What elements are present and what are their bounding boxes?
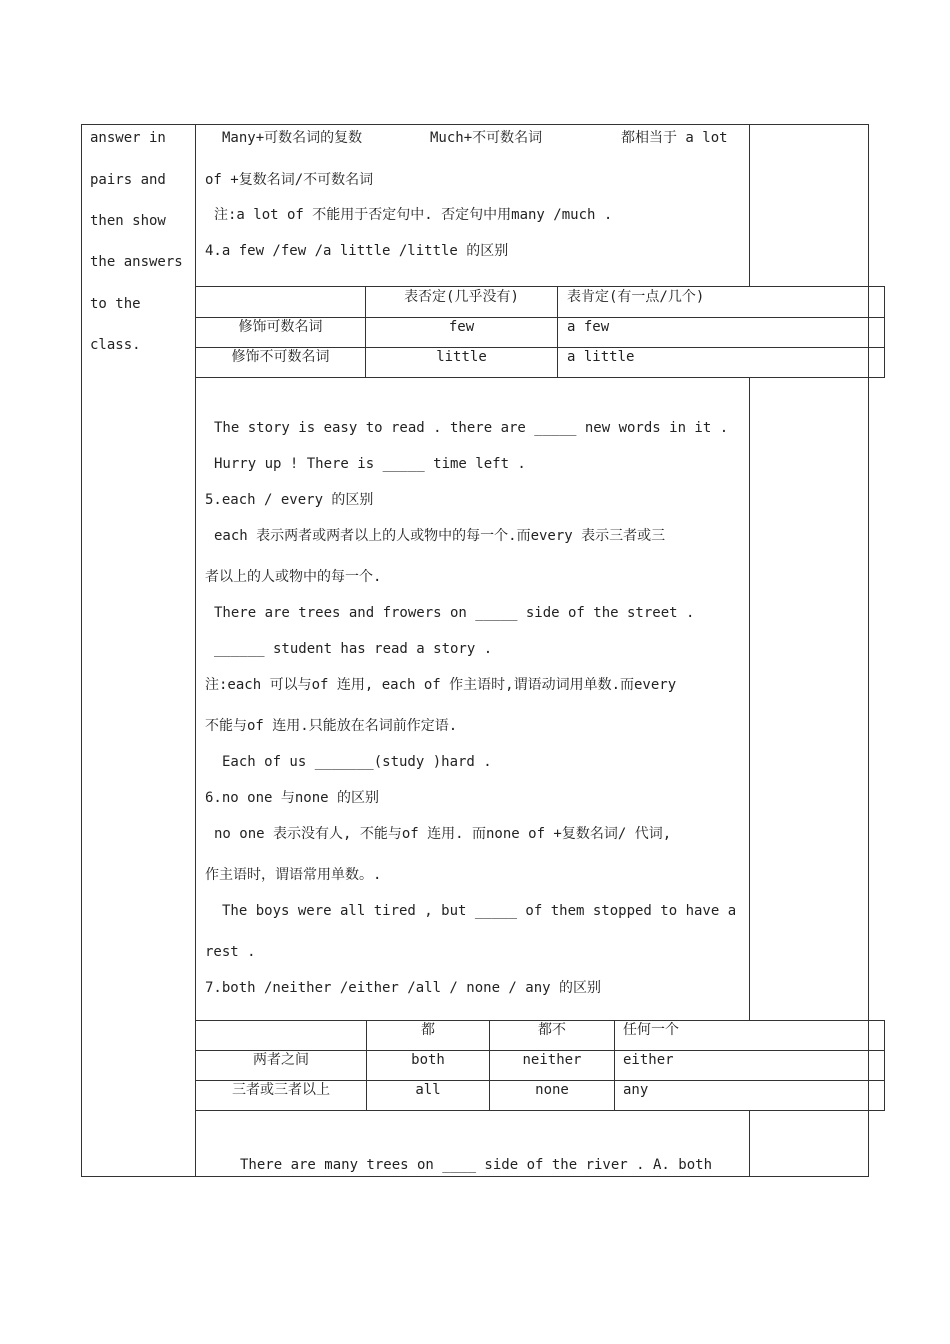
heading-both-neither: 7.both /neither /either /all / none / any 的区别 (205, 980, 602, 996)
exercise-little: Hurry up ! There is _____ time left . (214, 456, 526, 472)
table1-cell: few (448, 319, 475, 335)
column-divider-right-middle (749, 378, 750, 1020)
note-each-of-1: 注:each 可以与of 连用, each of 作主语时,谓语动词用单数.而every (205, 677, 677, 693)
exercise-few: The story is easy to read . there are _____ new words in it . (214, 420, 729, 436)
exercise-none-cont: rest . (205, 944, 256, 960)
table2-border (614, 1020, 615, 1111)
table2-header-cell: 都不 (538, 1022, 566, 1038)
outer-bottom-border (81, 1176, 869, 1177)
table2-cell: either (623, 1052, 674, 1068)
table2-header-cell: 都 (421, 1022, 435, 1038)
exercise-each-of-us: Each of us _______(study )hard . (222, 754, 492, 770)
paragraph-much: Much+不可数名词 (430, 130, 543, 146)
left-column-line: class. (90, 337, 141, 353)
exercise-each-side: There are trees and frowers on _____ side of the street . (214, 605, 695, 621)
left-column-line: then show (90, 213, 166, 229)
left-column-line: answer in (90, 130, 166, 146)
note-each-of-2: 不能与of 连用.只能放在名词前作定语. (205, 718, 458, 734)
table2-cell: neither (522, 1052, 582, 1068)
table1-border (195, 286, 885, 287)
left-column-line: pairs and (90, 172, 166, 188)
paragraph-each-every-1: each 表示两者或两者以上的人或物中的每一个.而every 表示三者或三 (214, 528, 666, 544)
exercise-every-student: ______ student has read a story . (214, 641, 493, 657)
table1-cell: a little (567, 349, 635, 365)
table1-cell: a few (567, 319, 610, 335)
exercise-either-side: There are many trees on ____ side of the river . A. both (240, 1157, 713, 1173)
table2-row-label: 两者之间 (253, 1052, 309, 1068)
paragraph-a-lot: 都相当于 a lot (621, 130, 728, 146)
table1-row-label: 修饰可数名词 (238, 319, 323, 335)
exercise-none: The boys were all tired , but _____ of them stopped to have a (222, 903, 737, 919)
note-a-lot-of: 注:a lot of 不能用于否定句中. 否定句中用many /much . (214, 207, 613, 223)
column-divider-right-lower (749, 1111, 750, 1177)
paragraph-of-plural: of +复数名词/不可数名词 (205, 172, 374, 188)
heading-few-little: 4.a few /few /a little /little 的区别 (205, 243, 509, 259)
heading-each-every: 5.each / every 的区别 (205, 492, 374, 508)
column-divider-right-upper (749, 124, 750, 287)
outer-left-border (81, 124, 82, 1177)
table2-cell: none (535, 1082, 569, 1098)
table1-border (195, 377, 885, 378)
table1-border (884, 286, 885, 378)
table2-cell: any (623, 1082, 649, 1098)
table1-row-label: 修饰不可数名词 (231, 349, 330, 365)
table2-border (195, 1110, 885, 1111)
table1-header-cell: 表肯定(有一点/几个) (567, 289, 705, 305)
left-column-line: to the (90, 296, 141, 312)
paragraph-no-one-1: no one 表示没有人, 不能与of 连用. 而none of +复数名词/ 代词, (214, 826, 672, 842)
outer-top-border (81, 124, 869, 125)
table1-border (557, 286, 558, 378)
heading-no-one-none: 6.no one 与none 的区别 (205, 790, 380, 806)
paragraph-each-every-2: 者以上的人或物中的每一个. (205, 569, 382, 585)
table1-cell: little (436, 349, 487, 365)
paragraph-no-one-2: 作主语时，谓语常用单数。. (205, 867, 382, 883)
table2-cell: both (411, 1052, 445, 1068)
table2-header-cell: 任何一个 (623, 1022, 679, 1038)
table2-row-label: 三者或三者以上 (232, 1082, 330, 1098)
left-column-line: the answers (90, 254, 183, 270)
table2-border (884, 1020, 885, 1111)
paragraph-many-much: Many+可数名词的复数 (222, 130, 363, 146)
table1-header-cell: 表否定(几乎没有) (404, 289, 519, 305)
table2-cell: all (415, 1082, 441, 1098)
